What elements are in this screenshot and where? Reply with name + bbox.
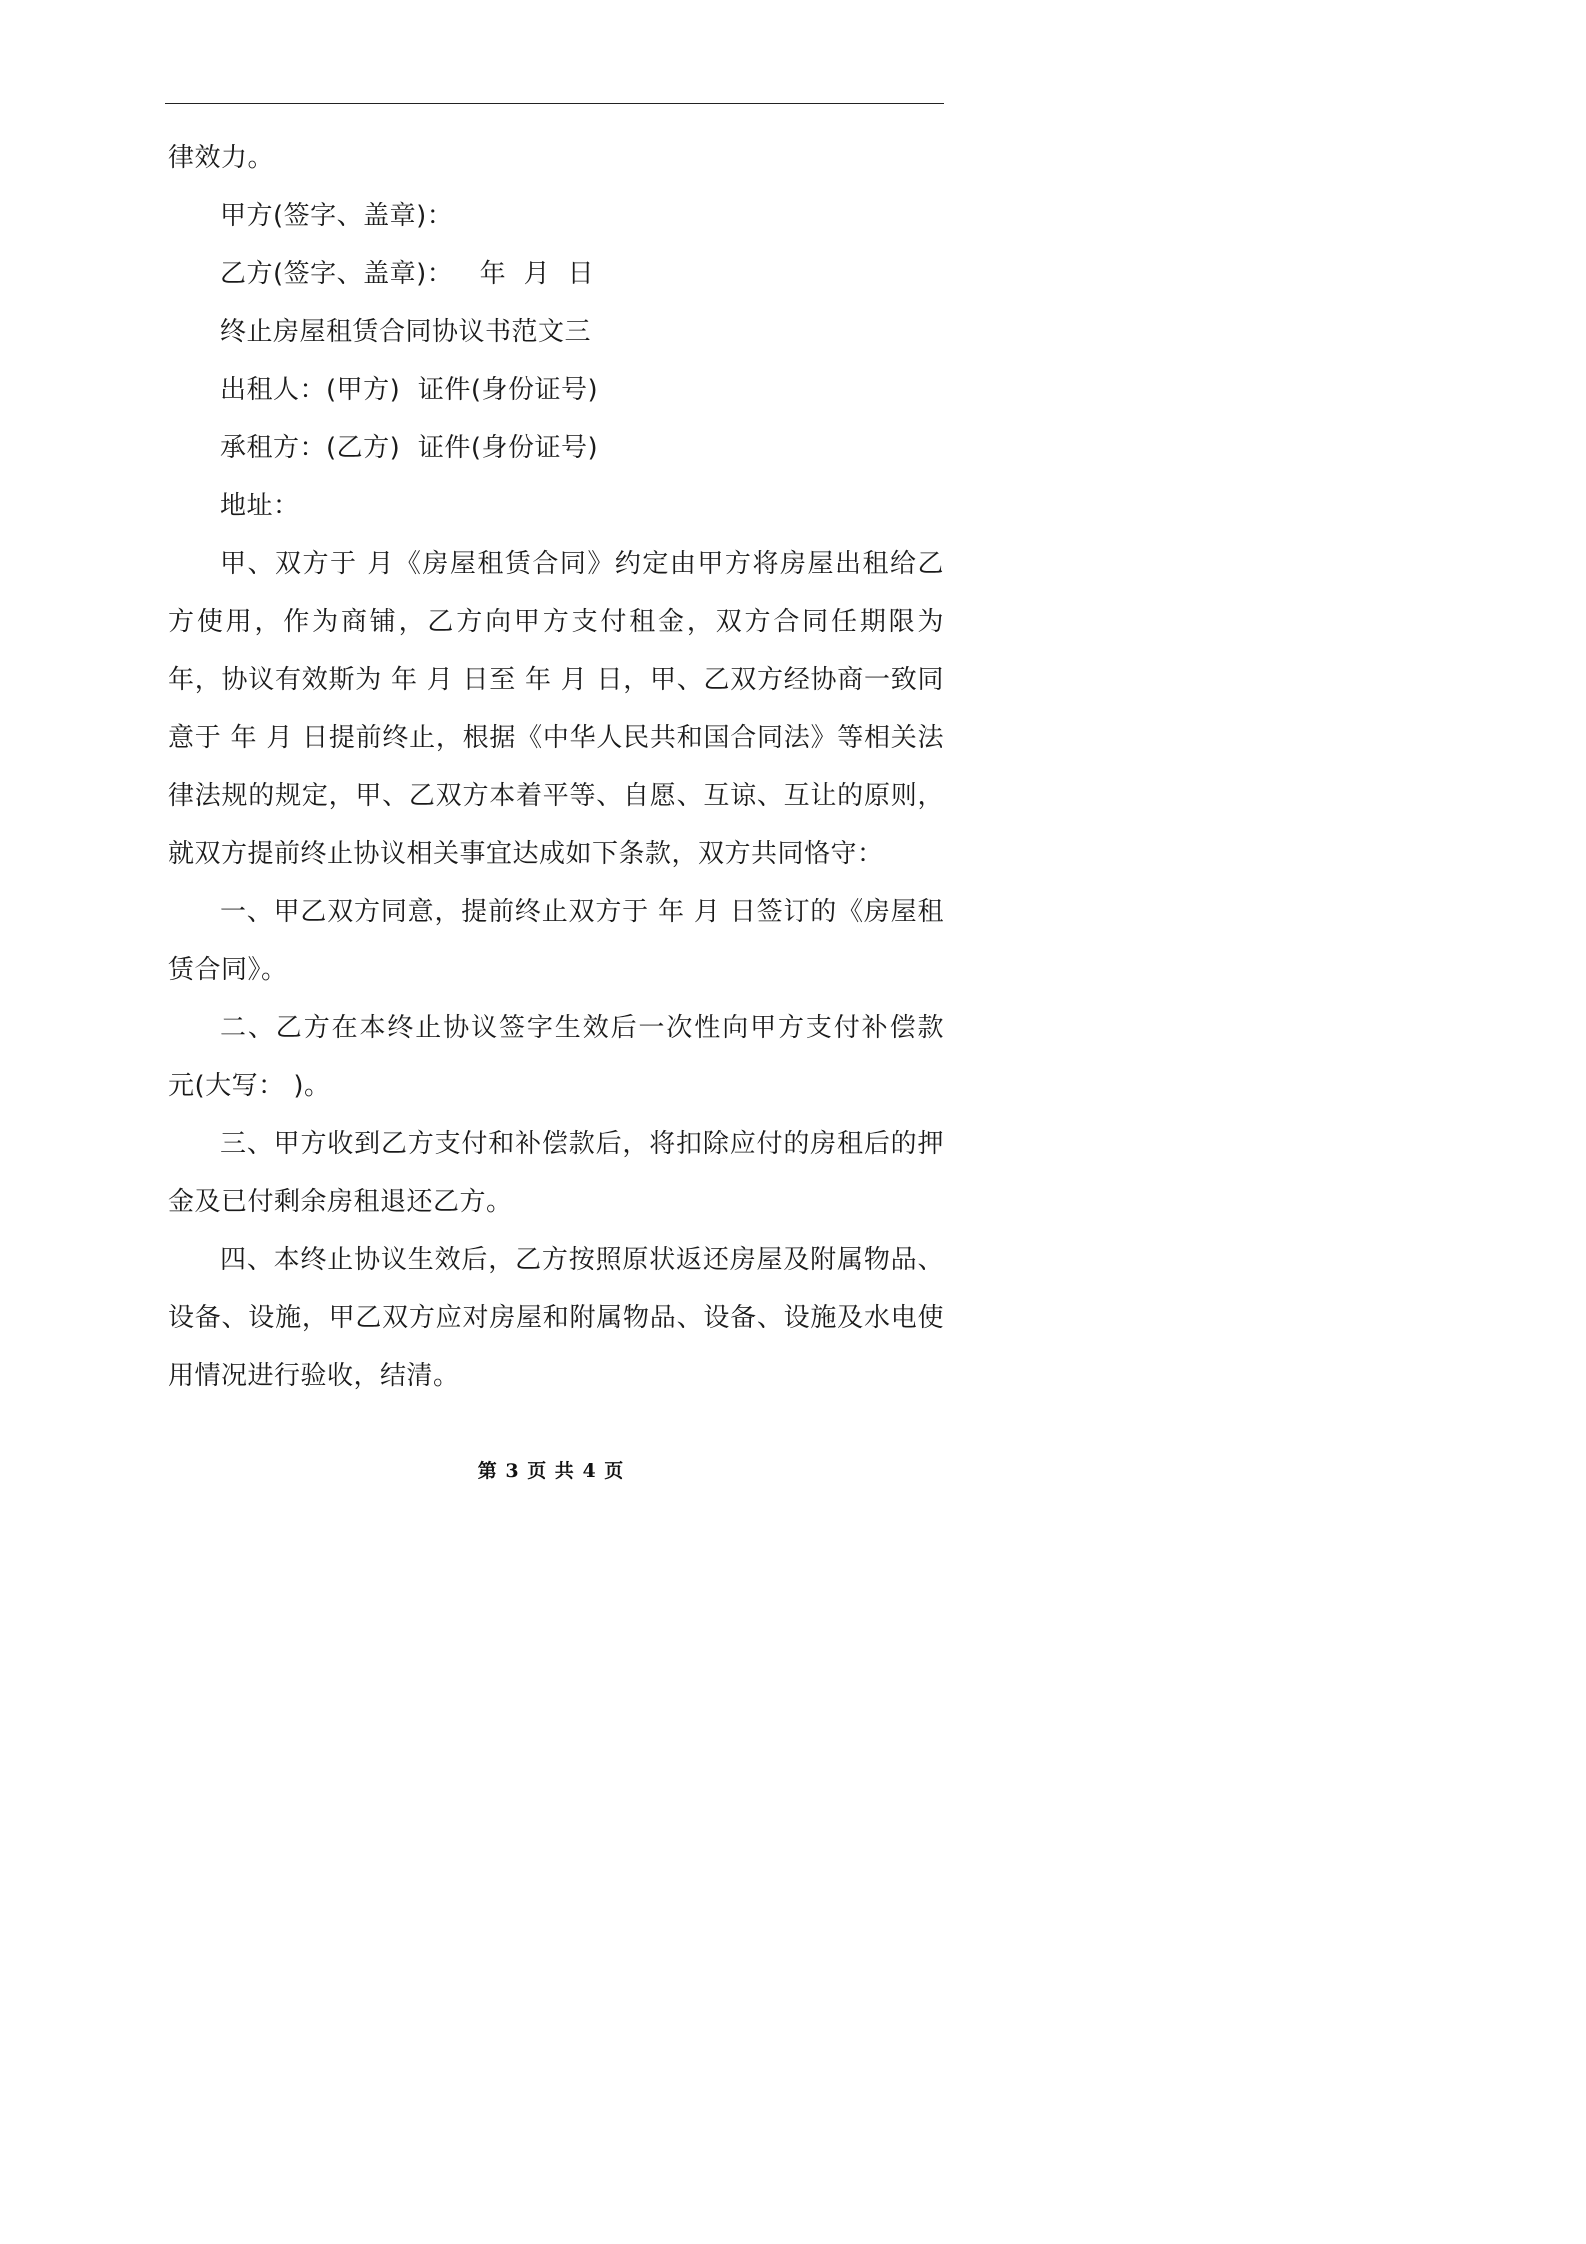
clause-4: 四、本终止协议生效后，乙方按照原状返还房屋及附属物品、设备、设施，甲乙双方应对房屋和附属物品、设备、设施及水电使用情况进行验收，结清。: [168, 1245, 944, 1391]
clause-2: 二、乙方在本终止协议签字生效后一次性向甲方支付补偿款 元(大写： )。: [168, 1013, 944, 1101]
document-body: [168, 129, 944, 1405]
paragraph-continuation: 律效力。: [168, 143, 275, 173]
header-rule: [165, 103, 944, 104]
page-footer: [0, 1456, 1102, 1483]
total-pages-number: 4: [582, 1460, 597, 1482]
section-title: 终止房屋租赁合同协议书范文三: [220, 317, 592, 347]
address-line: 地址：: [220, 491, 300, 521]
footer-label-middle: 页 共: [527, 1460, 575, 1482]
lessee-line: 承租方：(乙方) 证件(身份证号): [220, 433, 599, 463]
footer-label-end: 页: [604, 1460, 625, 1482]
current-page-number: 3: [505, 1460, 520, 1482]
lessor-line: 出租人：(甲方) 证件(身份证号): [220, 375, 599, 405]
party-a-signature-line: 甲方(签字、盖章)：: [220, 201, 454, 231]
clause-1: 一、甲乙双方同意，提前终止双方于 年 月 日签订的《房屋租赁合同》。: [168, 897, 944, 985]
preamble-paragraph: 甲、双方于 月《房屋租赁合同》约定由甲方将房屋出租给乙方使用，作为商铺，乙方向甲方支付租金，双方合同任期限为 年，协议有效斯为 年 月 日至 年 月 日，甲、乙双方经协商一致同意于 年 月 日提前终止，根据《中华人民共和国合同法》等相关法律法规的规定，甲、乙双方本着平等、自愿、互谅、互让的原则，就双方提前终止协议相关事宜达成如下条款，双方共同恪守：: [168, 549, 944, 869]
footer-label-page: 第: [477, 1460, 498, 1482]
clause-3: 三、甲方收到乙方支付和补偿款后，将扣除应付的房租后的押金及已付剩余房租退还乙方。: [168, 1129, 944, 1217]
party-b-signature-line: 乙方(签字、盖章)： 年 月 日: [220, 259, 595, 289]
